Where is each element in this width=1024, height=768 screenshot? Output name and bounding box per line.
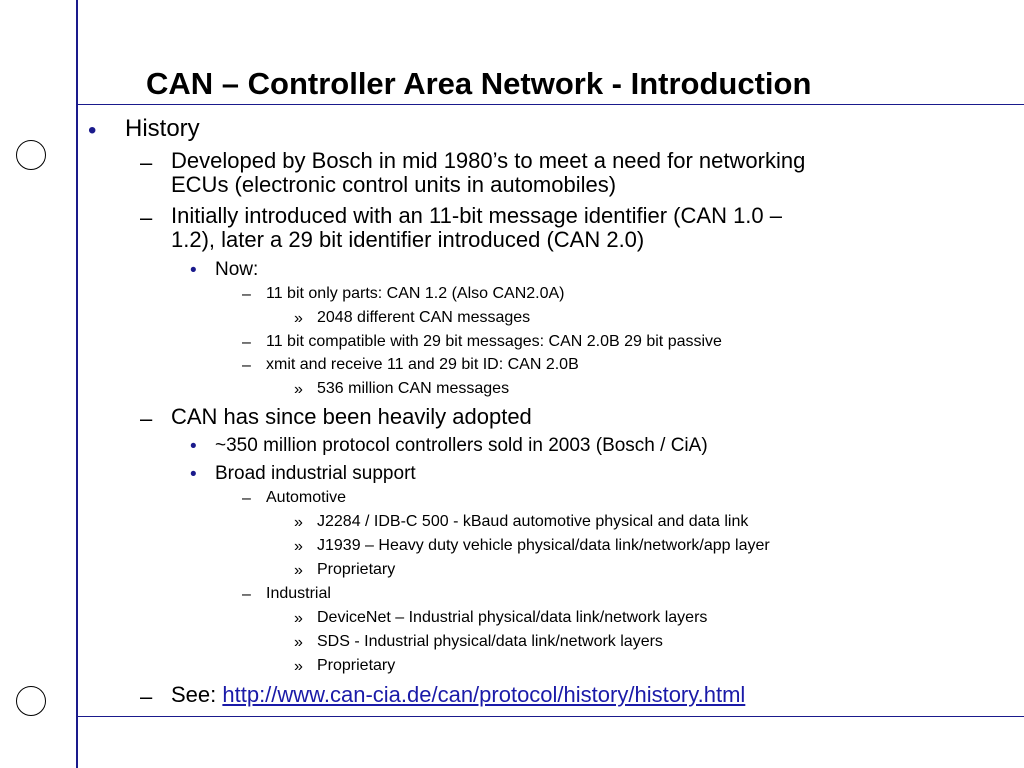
initially-line-1: Initially introduced with an 11-bit message identifier (CAN 1.0 – xyxy=(171,203,783,228)
automotive-j1939: J1939 – Heavy duty vehicle physical/data link/network/app layer xyxy=(317,537,770,554)
chevron-marker: » xyxy=(294,310,303,327)
dash-marker: – xyxy=(140,684,153,709)
dash-marker: – xyxy=(242,357,251,374)
now-item-536-million: 536 million CAN messages xyxy=(317,380,510,397)
industrial-sds: SDS - Industrial physical/data link/network layers xyxy=(317,633,663,650)
now-item-2048-messages: 2048 different CAN messages xyxy=(317,309,531,326)
dash-marker: – xyxy=(140,406,153,431)
chevron-marker: » xyxy=(294,634,303,651)
dash-marker: – xyxy=(242,586,251,603)
sub-bullet-marker: • xyxy=(190,464,197,485)
adopted-item: CAN has since been heavily adopted xyxy=(171,404,532,429)
see-item xyxy=(171,684,745,706)
broad-support-item: Broad industrial support xyxy=(215,463,416,484)
dash-marker: – xyxy=(242,490,251,507)
now-heading: Now: xyxy=(215,259,259,280)
chevron-marker: » xyxy=(294,562,303,579)
sub-bullet-marker: • xyxy=(190,260,197,281)
now-item-11bit-compatible: 11 bit compatible with 29 bit messages: CAN 2.0B 29 bit passive xyxy=(266,333,722,350)
chevron-marker: » xyxy=(294,538,303,555)
industrial-devicenet: DeviceNet – Industrial physical/data link/network layers xyxy=(317,609,708,626)
industrial-item: Industrial xyxy=(266,585,331,602)
chevron-marker: » xyxy=(294,610,303,627)
chevron-marker: » xyxy=(294,514,303,531)
dash-marker: – xyxy=(242,334,251,351)
left-vertical-rule xyxy=(76,0,78,768)
now-item-11bit-only: 11 bit only parts: CAN 1.2 (Also CAN2.0A) xyxy=(266,285,565,302)
developed-line-2: ECUs (electronic control units in automobiles) xyxy=(171,172,617,197)
dash-marker: – xyxy=(140,150,153,175)
chevron-marker: » xyxy=(294,381,303,398)
decorative-circle-bottom xyxy=(16,686,46,716)
sub-bullet-marker: • xyxy=(190,436,197,457)
developed-line-1: Developed by Bosch in mid 1980’s to meet a need for networking xyxy=(171,148,806,173)
bullet-marker: • xyxy=(88,117,97,144)
title-underline-rule xyxy=(78,104,1024,105)
initially-line-2: 1.2), later a 29 bit identifier introduced (CAN 2.0) xyxy=(171,227,645,252)
automotive-j2284: J2284 / IDB-C 500 - kBaud automotive physical and data link xyxy=(317,513,749,530)
automotive-proprietary: Proprietary xyxy=(317,561,396,578)
automotive-item: Automotive xyxy=(266,489,347,506)
dash-marker: – xyxy=(140,205,153,230)
history-heading: History xyxy=(125,115,200,142)
slide-title: CAN – Controller Area Network - Introduction xyxy=(146,66,812,101)
footer-rule xyxy=(78,716,1024,717)
dash-marker: – xyxy=(242,286,251,303)
see-label: See: xyxy=(171,682,223,707)
decorative-circle-top xyxy=(16,140,46,170)
chevron-marker: » xyxy=(294,658,303,675)
now-item-xmit-receive: xmit and receive 11 and 29 bit ID: CAN 2.0B xyxy=(266,356,579,373)
industrial-proprietary: Proprietary xyxy=(317,657,396,674)
sold-item: ~350 million protocol controllers sold in 2003 (Bosch / CiA) xyxy=(215,435,708,456)
history-link[interactable]: http://www.can-cia.de/can/protocol/history/history.html xyxy=(222,682,746,707)
